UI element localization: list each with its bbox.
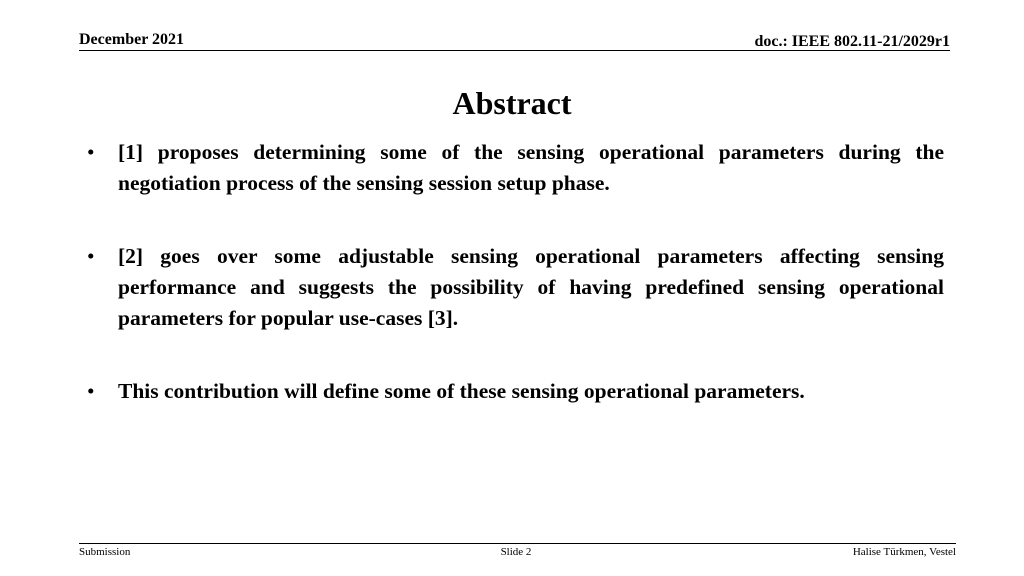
- bullet-text-3: This contribution will define some of these sensing operational parameters.: [118, 379, 805, 403]
- slide-title: Abstract: [452, 85, 572, 121]
- header-date: December 2021: [79, 31, 184, 48]
- bullet-item-3: [87, 376, 944, 407]
- bullet-text-1: [1] proposes determining some of the sensing operational parameters during the negotiation process of the sensing session setup phase.: [118, 140, 944, 195]
- footer-author: Halise Türkmen, Vestel: [852, 546, 956, 558]
- footer-submission: Submission: [79, 546, 131, 558]
- bullet-marker: •: [87, 379, 95, 403]
- bullet-item-1: [87, 137, 944, 199]
- footer-divider: [79, 543, 956, 544]
- header-divider: [79, 50, 950, 51]
- bullet-marker: •: [87, 140, 95, 164]
- bullet-item-2: [87, 241, 944, 334]
- header-doc-id: doc.: IEEE 802.11-21/2029r1: [754, 33, 950, 50]
- bullet-marker: •: [87, 244, 95, 268]
- bullet-text-2: [2] goes over some adjustable sensing operational parameters affecting sensing performance and suggests the possibility of having predefined sensing operational parameters for popular use-cases [3].: [118, 244, 944, 330]
- bullet-list: [87, 137, 944, 449]
- footer-slide-number: Slide 2: [500, 546, 532, 558]
